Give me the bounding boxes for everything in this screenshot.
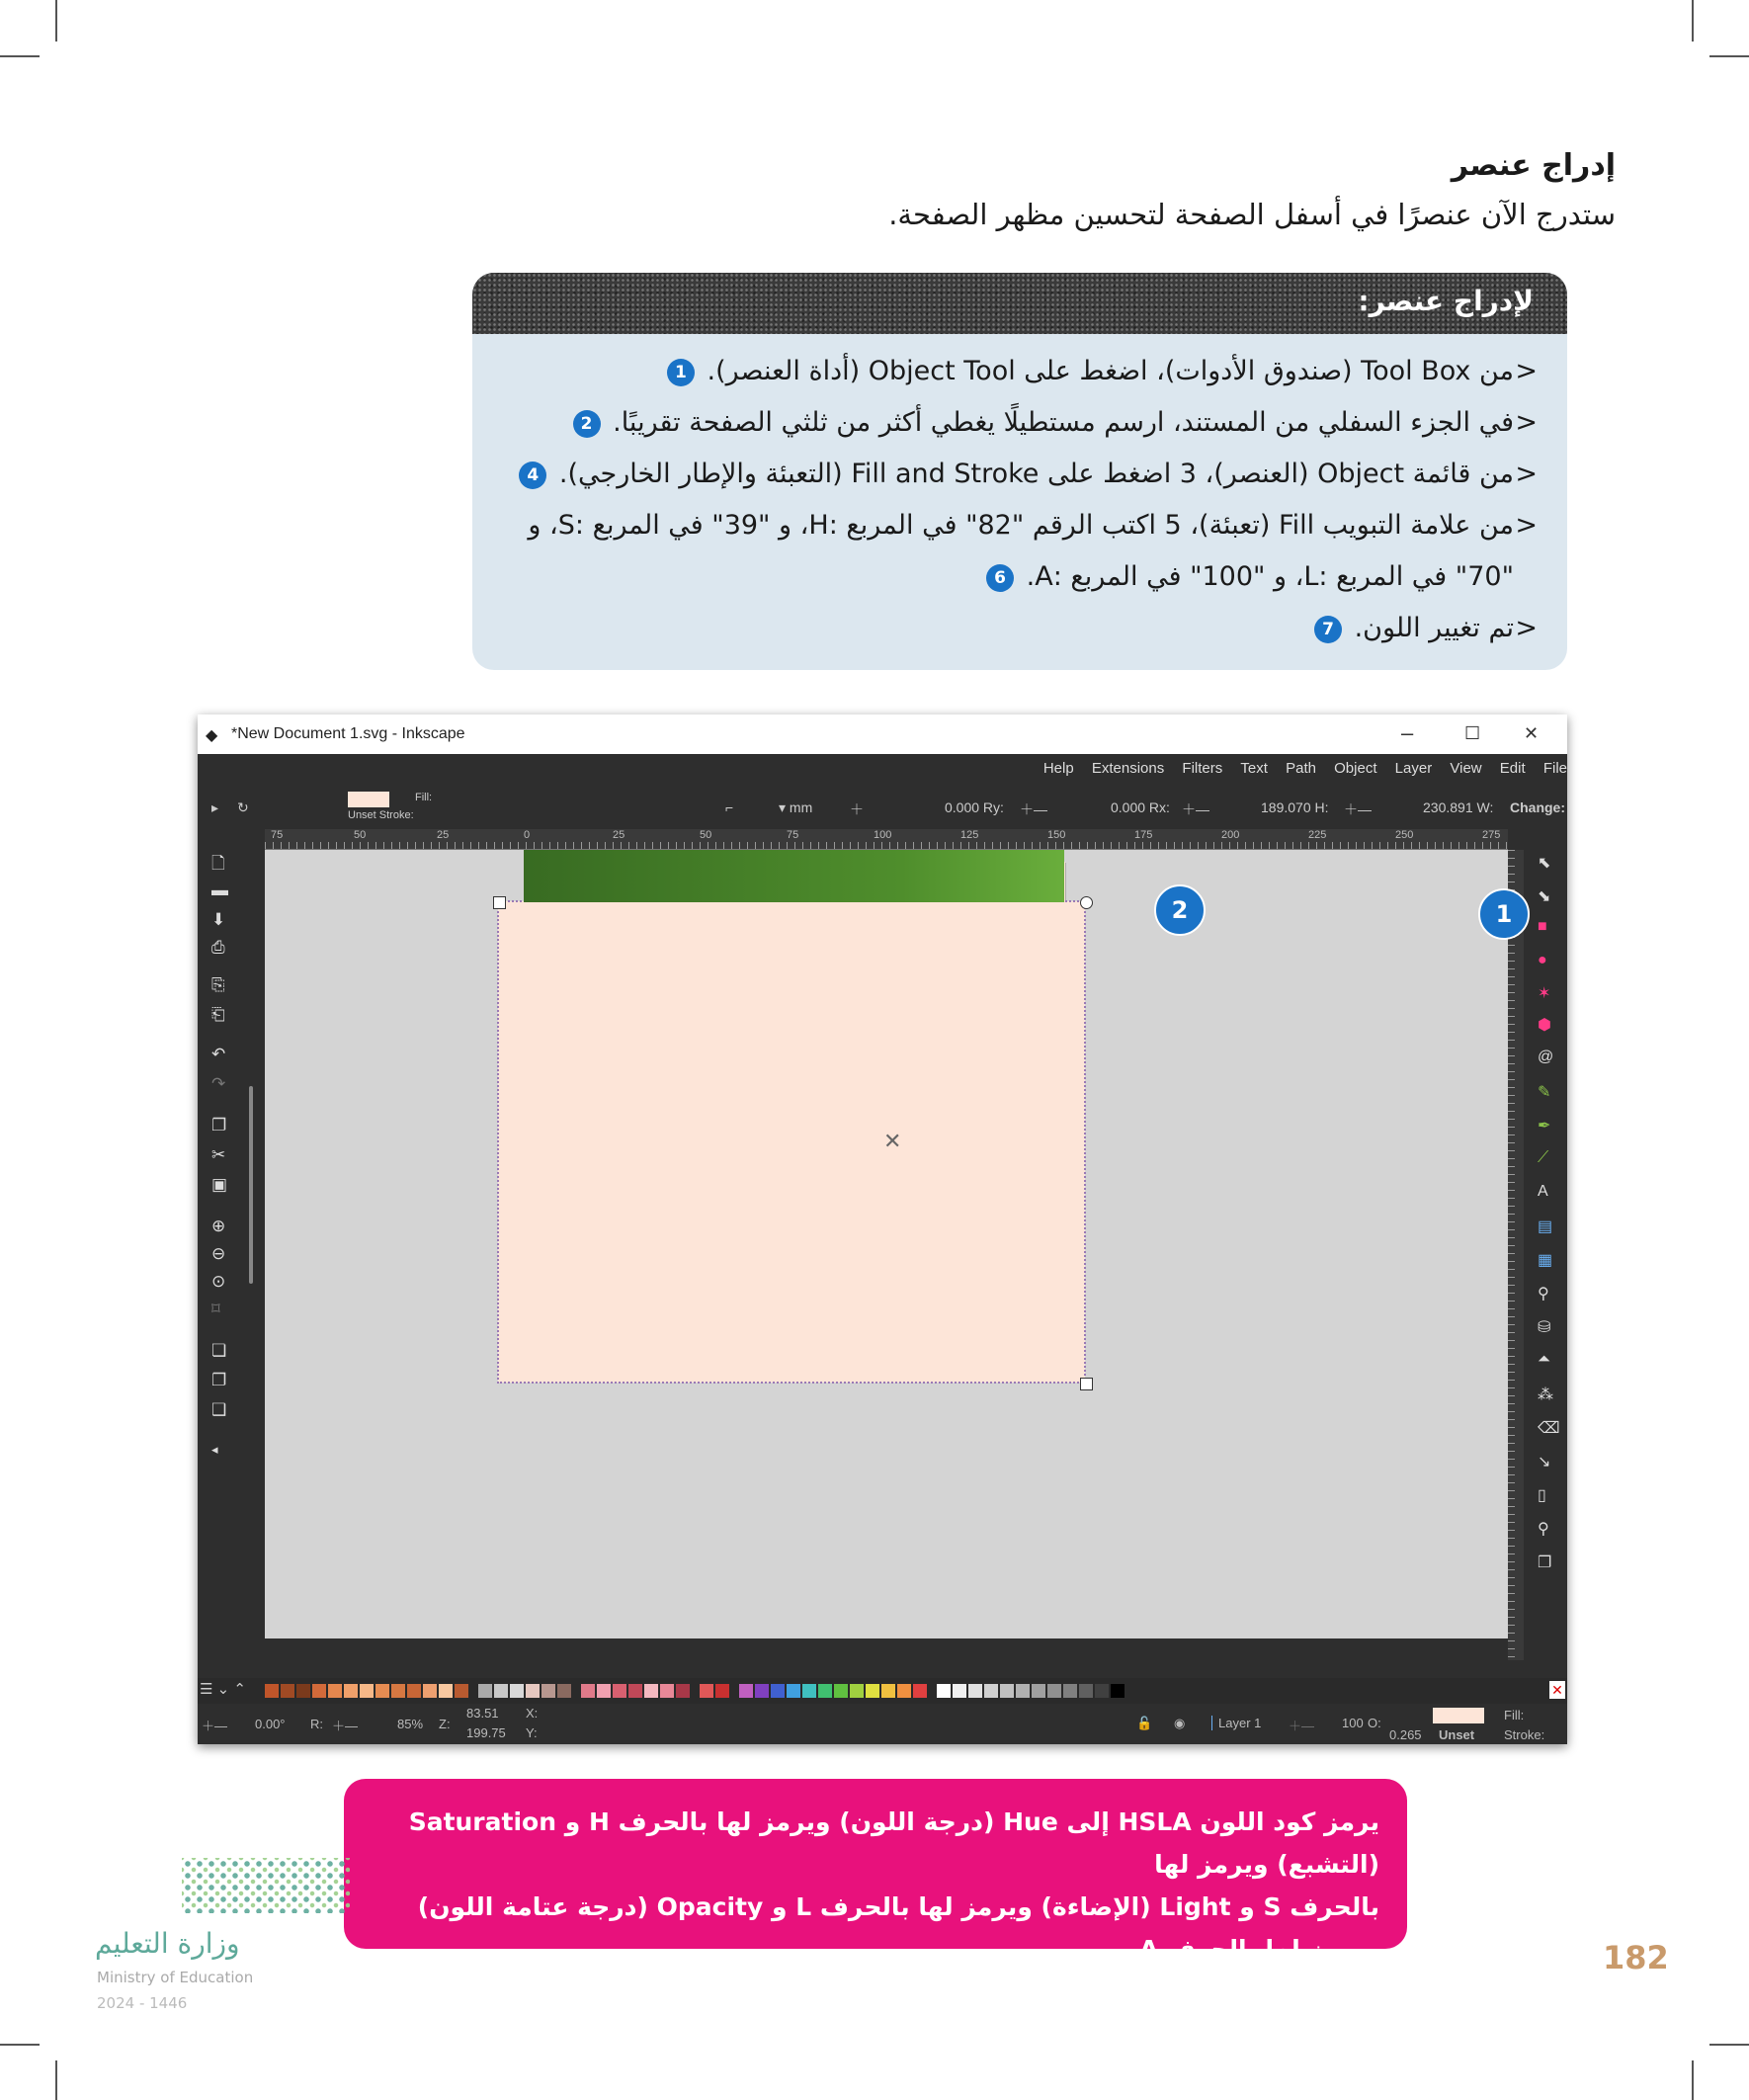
pages-tool-icon[interactable]: ❐ [1538, 1554, 1552, 1571]
palette-swatch[interactable] [312, 1684, 326, 1698]
palette-swatch[interactable] [913, 1684, 927, 1698]
palette-swatch[interactable] [344, 1684, 358, 1698]
instructions-steps [490, 346, 1538, 654]
ruler-tick-label: 150 [1047, 829, 1066, 841]
palette-swatch[interactable] [526, 1684, 540, 1698]
fill-label: Fill: [415, 792, 433, 803]
opacity-plus-minus[interactable]: ＋— [1289, 1719, 1315, 1733]
rx-field[interactable]: 0.000 Rx: [1111, 799, 1170, 815]
step-text: في الجزء السفلي من المستند، ارسم مستطيلًا يغطي أكثر من ثلثي الصفحة تقريبًا. [613, 407, 1514, 438]
fill-indicator-label: Fill: [1504, 1708, 1525, 1722]
ruler-tick-label: 75 [787, 829, 799, 841]
crop-mark [0, 55, 40, 57]
palette-swatch[interactable] [407, 1684, 421, 1698]
palette-swatch[interactable] [850, 1684, 864, 1698]
rotation-value[interactable]: 0.00° [255, 1717, 286, 1731]
green-gradient-bar [524, 850, 1064, 902]
ministry-name-en: Ministry of Education [97, 1969, 254, 1986]
zoom-value[interactable]: 85% [397, 1717, 424, 1731]
opacity-label: O: [1368, 1716, 1381, 1730]
step-badge: 6 [986, 564, 1014, 592]
palette-swatch[interactable] [644, 1684, 658, 1698]
zoom-page-icon[interactable]: ⊙ [211, 1272, 226, 1291]
collapse-icon[interactable]: ◂ [211, 1442, 218, 1457]
hsla-note-text [372, 1801, 1379, 2056]
h-field[interactable]: 189.070 H: [1261, 799, 1329, 815]
selector-tool-icon[interactable]: ⬉ [1538, 855, 1551, 872]
tweak-tool-icon[interactable]: ⏶ [1538, 1351, 1550, 1368]
rx-plus-minus[interactable]: ＋— [1020, 801, 1047, 817]
palette-swatch[interactable] [439, 1684, 453, 1698]
palette-swatch[interactable] [968, 1684, 982, 1698]
unlink-clone-icon[interactable]: ❑ [211, 1400, 227, 1419]
redo-icon[interactable]: ↷ [211, 1074, 226, 1093]
palette-swatch[interactable] [1047, 1684, 1061, 1698]
measure-tool-icon[interactable]: ▯ [1538, 1487, 1546, 1504]
node-tool-icon[interactable]: ⬊ [1538, 888, 1551, 905]
palette-swatch[interactable] [787, 1684, 800, 1698]
palette-swatch[interactable] [1016, 1684, 1030, 1698]
hsla-note-box [344, 1779, 1407, 2049]
stroke-width-value[interactable]: 0.265 [1389, 1727, 1422, 1742]
crop-mark [1692, 2060, 1694, 2100]
rotation-label: R: [310, 1717, 323, 1731]
palette-swatch[interactable] [281, 1684, 294, 1698]
ruler-tick-label: 225 [1308, 829, 1327, 841]
palette-swatch[interactable] [676, 1684, 690, 1698]
palette-swatch[interactable] [739, 1684, 753, 1698]
print-icon[interactable]: ⎙ [211, 938, 225, 957]
fill-indicator[interactable] [1433, 1708, 1484, 1723]
ruler-tick-label: 250 [1395, 829, 1414, 841]
palette-swatch[interactable] [700, 1684, 713, 1698]
y-label: Y: [526, 1725, 538, 1740]
drawn-rectangle[interactable] [498, 901, 1085, 1383]
dropper-tool-icon[interactable]: ⚲ [1538, 1286, 1549, 1302]
palette-swatch[interactable] [494, 1684, 508, 1698]
zoom-selection-icon[interactable]: ⊕ [211, 1217, 226, 1235]
ruler-tick-label: 25 [437, 829, 450, 841]
palette-swatch[interactable] [510, 1684, 524, 1698]
w-plus-minus[interactable]: ＋— [1344, 801, 1372, 817]
palette-swatch[interactable] [755, 1684, 769, 1698]
menu-extensions[interactable]: Extensions [1091, 760, 1165, 777]
palette-swatch[interactable] [628, 1684, 642, 1698]
resize-handle[interactable] [493, 896, 506, 909]
ministry-logo-dots [182, 1858, 350, 1913]
palette-swatch[interactable] [455, 1684, 468, 1698]
unit-value: mm [789, 799, 813, 815]
step-badge: 2 [573, 410, 601, 438]
palette-swatch[interactable] [1000, 1684, 1014, 1698]
palette-swatch[interactable] [597, 1684, 611, 1698]
ruler-tick-label: 75 [271, 829, 284, 841]
step-1: < من Tool Box (صندوق الأدوات)، اضغط على Object Tool (أداة العنصر). 1 [490, 346, 1538, 397]
connector-tool-icon[interactable]: ↘ [1538, 1454, 1551, 1470]
ry-plus-minus[interactable]: ＋ [850, 801, 864, 817]
palette-swatch[interactable] [265, 1684, 279, 1698]
commands-bar [198, 829, 265, 1679]
palette-swatch[interactable] [984, 1684, 998, 1698]
step-text: من Tool Box (صندوق الأدوات)، اضغط على Object Tool (أداة العنصر). [707, 356, 1514, 386]
import-icon[interactable]: ⎘ [211, 975, 225, 994]
change-label: Change: [1510, 799, 1565, 815]
section-heading: إدراج عنصر [1451, 148, 1616, 183]
palette-swatch[interactable] [541, 1684, 555, 1698]
menu-object[interactable]: Object [1334, 760, 1377, 777]
menu-path[interactable]: Path [1286, 760, 1316, 777]
palette-swatch[interactable] [1079, 1684, 1093, 1698]
rotate-plus-minus[interactable]: ＋— [202, 1719, 228, 1733]
x-label: X: [526, 1706, 539, 1721]
reset-icon[interactable]: ↻ [237, 799, 249, 815]
cursor-y: 199.75 [466, 1725, 506, 1740]
ruler-tick-label: 175 [1134, 829, 1153, 841]
menu-filters[interactable]: Filters [1182, 760, 1223, 777]
palette-swatch[interactable] [1063, 1684, 1077, 1698]
palette-swatch[interactable] [771, 1684, 785, 1698]
left-scrollbar[interactable] [249, 1086, 253, 1284]
text-tool-icon[interactable]: A [1538, 1183, 1548, 1200]
w-field[interactable]: 230.891 W: [1423, 799, 1494, 815]
crop-mark [1709, 55, 1749, 57]
crop-mark [55, 0, 57, 42]
menu-bar [1030, 760, 1567, 788]
step-3: < من قائمة Object (العنصر)، 3 اضغط على Fill and Stroke (التعبئة والإطار الخارجي). 4 [490, 449, 1538, 500]
step-badge: 7 [1314, 616, 1342, 643]
opacity-value[interactable]: 100 [1342, 1716, 1364, 1730]
palette-swatch[interactable] [328, 1684, 342, 1698]
ruler-tick-label: 125 [960, 829, 979, 841]
clone-icon[interactable]: ❐ [211, 1371, 227, 1389]
palette-swatch[interactable] [937, 1684, 951, 1698]
palette-swatch[interactable] [881, 1684, 895, 1698]
page-number: 182 [1603, 1939, 1669, 1976]
paste-icon[interactable]: ▣ [211, 1175, 228, 1194]
paint-bucket-tool-icon[interactable]: ⛁ [1538, 1319, 1551, 1336]
title-bar [198, 714, 1567, 754]
h-plus-minus[interactable]: ＋— [1182, 801, 1209, 817]
step-text: تم تغيير اللون. [1354, 613, 1514, 643]
palette-swatch[interactable] [581, 1684, 595, 1698]
spiral-tool-icon[interactable]: @ [1538, 1049, 1554, 1065]
export-icon[interactable]: ⎗ [211, 1005, 225, 1024]
expand-icon[interactable]: ▸ [211, 799, 219, 815]
toolbox [1524, 829, 1567, 1679]
cut-icon[interactable]: ✂ [211, 1145, 226, 1164]
palette-swatch[interactable] [296, 1684, 310, 1698]
ruler-tick-label: 100 [874, 829, 892, 841]
palette-swatch[interactable] [715, 1684, 729, 1698]
palette-swatch[interactable] [375, 1684, 389, 1698]
section-intro: ستدرج الآن عنصرًا في أسفل الصفحة لتحسين مظهر الصفحة. [888, 198, 1616, 231]
rectangle-tool-icon[interactable]: ■ [1538, 918, 1547, 935]
zoom-drawing-icon[interactable]: ⊖ [211, 1244, 226, 1263]
inkscape-logo-icon: ◆ [206, 727, 218, 744]
callout-1: 1 [1478, 888, 1530, 940]
new-document-icon[interactable]: 🗋 [211, 854, 225, 873]
menu-help[interactable]: Help [1042, 760, 1074, 777]
crop-mark [55, 2060, 57, 2100]
drawing-canvas[interactable] [265, 850, 1508, 1638]
tool-controls-bar [198, 788, 1567, 829]
note-line: يرمز كود اللون HSLA إلى Hue (درجة اللون) ويرمز لها بالحرف H و Saturation (التشبع) ويرمز لها [408, 1807, 1379, 1879]
palette-swatch[interactable] [557, 1684, 571, 1698]
duplicate-icon[interactable]: ❏ [211, 1341, 227, 1360]
stroke-indicator[interactable]: Unset [1439, 1727, 1475, 1742]
ruler-tick-label: 0 [524, 829, 531, 841]
open-folder-icon[interactable]: ▬ [211, 881, 228, 899]
step-text: من قائمة Object (العنصر)، 3 اضغط على Fill and Stroke (التعبئة والإطار الخارجي). [558, 459, 1514, 489]
palette-swatch[interactable] [866, 1684, 879, 1698]
menu-file[interactable]: File [1542, 760, 1567, 777]
lock-icon[interactable]: 🔓 [1136, 1716, 1153, 1730]
stroke-label: Unset Stroke: [348, 809, 414, 821]
no-paint-icon[interactable]: ✕ [1549, 1681, 1565, 1699]
vertical-ruler [1508, 850, 1524, 1660]
step-4: < من علامة التبويب Fill (تعبئة)، 5 اكتب الرقم "82" في المربع :H، و "39" في المربع :S، و "70" في المربع :L، و "100" في المربع :A. 6 [528, 510, 1538, 592]
star-tool-icon[interactable]: ✶ [1538, 985, 1551, 1002]
horizontal-ruler [265, 829, 1508, 850]
instructions-panel [472, 273, 1567, 670]
resize-handle[interactable] [1080, 1378, 1093, 1390]
instructions-title: لإدراج عنصر: [1358, 285, 1534, 317]
ministry-name-ar: وزارة التعليم [95, 1927, 240, 1960]
instructions-header [472, 273, 1567, 334]
palette-swatch[interactable] [1111, 1684, 1124, 1698]
minimize-button[interactable]: – [1401, 720, 1414, 745]
palette-swatch[interactable] [660, 1684, 674, 1698]
menu-text[interactable]: Text [1240, 760, 1268, 777]
note-line: وعند مزج الأرقام H: 82 و S: 39 و L: 70 و A: 100 تحصل على اللون الأخضر الفاتح. [413, 1977, 1338, 2049]
step-badge: 1 [667, 359, 695, 386]
zoom-plus-minus[interactable]: ＋— [332, 1719, 359, 1733]
ruler-tick-label: 200 [1221, 829, 1240, 841]
zoom-label: Z: [439, 1717, 451, 1731]
ellipse-tool-icon[interactable]: ● [1538, 952, 1547, 968]
current-layer[interactable]: Layer 1 [1211, 1716, 1261, 1730]
ruler-tick-label: 50 [354, 829, 367, 841]
corner-icon: ⌐ [725, 799, 734, 815]
palette-swatch[interactable] [834, 1684, 848, 1698]
menu-view[interactable]: View [1450, 760, 1482, 777]
pen-tool-icon[interactable]: ✒ [1538, 1118, 1551, 1134]
window-title: *New Document 1.svg - Inkscape [231, 725, 465, 742]
palette-swatch[interactable] [1032, 1684, 1045, 1698]
ry-field[interactable]: 0.000 Ry: [945, 799, 1004, 815]
menu-edit[interactable]: Edit [1499, 760, 1526, 777]
undo-icon[interactable]: ↶ [211, 1045, 226, 1063]
palette-swatch[interactable] [802, 1684, 816, 1698]
crop-mark [1709, 2044, 1749, 2046]
maximize-button[interactable]: ☐ [1464, 723, 1481, 743]
3d-box-tool-icon[interactable]: ⬢ [1538, 1017, 1551, 1034]
status-bar [198, 1704, 1567, 1744]
color-palette [198, 1678, 1567, 1704]
eraser-tool-icon[interactable]: ⌫ [1538, 1420, 1560, 1437]
ruler-tick-label: 25 [613, 829, 625, 841]
step-2: < في الجزء السفلي من المستند، ارسم مستطيلًا يغطي أكثر من ثلثي الصفحة تقريبًا. 2 [490, 397, 1538, 449]
palette-swatch[interactable] [423, 1684, 437, 1698]
ruler-tick-label: 275 [1482, 829, 1501, 841]
copy-icon[interactable]: ❐ [211, 1116, 227, 1134]
spray-tool-icon[interactable]: ⁂ [1538, 1386, 1553, 1403]
calligraphy-tool-icon[interactable]: ⟋ [1538, 1149, 1549, 1166]
rotation-center-icon: ✕ [883, 1129, 902, 1153]
palette-swatch[interactable] [478, 1684, 492, 1698]
palette-swatch[interactable] [613, 1684, 626, 1698]
save-icon[interactable]: ⬇ [211, 910, 226, 929]
crop-mark [0, 2044, 40, 2046]
close-button[interactable]: ✕ [1524, 723, 1540, 743]
inkscape-window [198, 714, 1567, 1744]
palette-swatch[interactable] [897, 1684, 911, 1698]
cursor-x: 83.51 [466, 1706, 499, 1721]
step-badge: 4 [519, 462, 546, 489]
visibility-icon[interactable]: ◉ [1174, 1716, 1186, 1730]
step-text: من علامة التبويب Fill (تعبئة)، 5 اكتب الرقم "82" في المربع :H، و "39" في المربع :S، و "70" في المربع :L، و "100" في المربع :A. [528, 510, 1514, 592]
palette-swatch[interactable] [1095, 1684, 1109, 1698]
menu-layer[interactable]: Layer [1394, 760, 1433, 777]
palette-swatch[interactable] [953, 1684, 966, 1698]
note-line: بالحرف S و Light (الإضاءة) ويرمز لها بالحرف L و Opacity (درجة عتامة اللون) ويرمز لها بالحرف A. [417, 1892, 1379, 1964]
palette-swatch[interactable] [360, 1684, 374, 1698]
stroke-indicator-label: Stroke: [1504, 1727, 1545, 1742]
pencil-tool-icon[interactable]: ✎ [1538, 1084, 1551, 1101]
callout-2: 2 [1154, 884, 1206, 936]
crop-mark [1692, 0, 1694, 42]
step-5: < تم تغيير اللون. 7 [490, 603, 1538, 654]
resize-handle[interactable] [1080, 896, 1093, 909]
gradient-tool-icon[interactable]: ▤ [1538, 1218, 1553, 1235]
zoom-tool-icon[interactable]: ⚲ [1538, 1521, 1549, 1538]
palette-menu-icon[interactable]: ☰ ⌄ ⌃ [200, 1681, 246, 1698]
zoom-fit-icon[interactable]: ⌑ [211, 1300, 220, 1318]
palette-swatch[interactable] [818, 1684, 832, 1698]
unit-select[interactable]: ▾ mm [779, 799, 813, 815]
palette-swatch[interactable] [391, 1684, 405, 1698]
ruler-tick-label: 50 [700, 829, 712, 841]
mesh-tool-icon[interactable]: ▦ [1538, 1252, 1553, 1269]
fill-swatch[interactable] [348, 792, 389, 807]
edition-year: 2024 - 1446 [97, 1994, 188, 2012]
